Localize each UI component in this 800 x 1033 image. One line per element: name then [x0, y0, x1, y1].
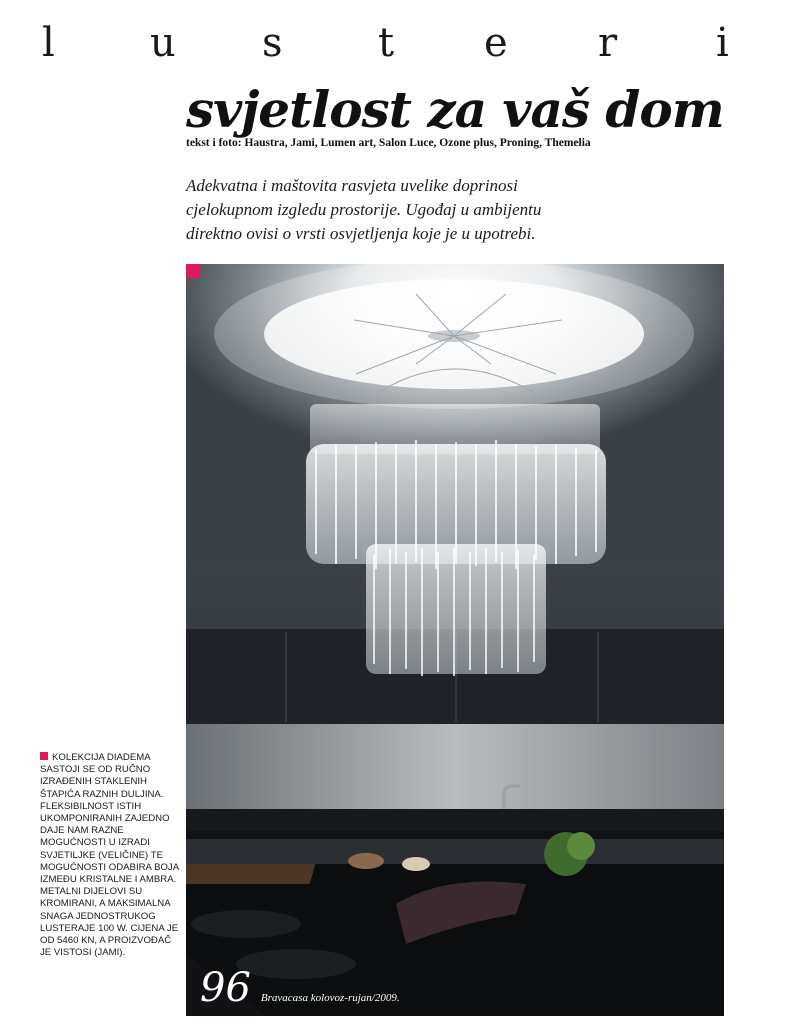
caption-text: KOLEKCIJA DIADEMA SASTOJI SE OD RUČNO IZRAĐENIH STAKLENIH ŠTAPIĆA RAZNIH DULJINA. FLEKSIBILNOST ISTIH UKOMPONIRANIH ZAJEDNO DAJE NAM RAZNE MOGUĆNOSTI U IZRADI SVJETILJKE (VELIČINE) TE MOGUĆNOSTI ODABIRA BOJA IZMEĐU KRISTALNE I AMBRA. METALNI DIJELOVI SU KROMIRANI, A MAKSIMALNA SNAGA JEDNOSTRUKOG LUSTERAJE 100 W. CIJENA JE OD 5460 KN, A PROIZVOĐAČ JE VISTOSI (JAMI). — [40, 752, 179, 959]
article-headline: svjetlost za vaš dom — [186, 80, 724, 139]
issue-label: Bravacasa kolovoz-rujan/2009. — [260, 992, 400, 1004]
page-footer — [200, 966, 400, 1010]
article-credits: tekst i foto: Haustra, Jami, Lumen art, Salon Luce, Ozone plus, Proning, Themelia — [186, 137, 591, 149]
section-header — [0, 18, 800, 68]
photo-caption — [40, 752, 180, 959]
page-number: 96 — [200, 965, 251, 1011]
section-letter: u — [150, 20, 176, 66]
article-lede: Adekvatna i maštovita rasvjeta uvelike doprinosi cjelokupnom izgledu prostorije. Ugođaj u ambijentu direktno ovisi o vrsti osvjetljenja koje je u upotrebi. — [186, 176, 542, 243]
section-letter: e — [484, 20, 508, 66]
accent-square — [186, 264, 200, 278]
section-letter: i — [716, 20, 729, 66]
chandelier-photo — [186, 264, 724, 1016]
bullet-icon — [40, 752, 48, 760]
section-letter: l — [42, 20, 55, 66]
section-letter: t — [378, 20, 395, 66]
section-letter: r — [598, 20, 618, 66]
section-letter: s — [262, 20, 283, 66]
